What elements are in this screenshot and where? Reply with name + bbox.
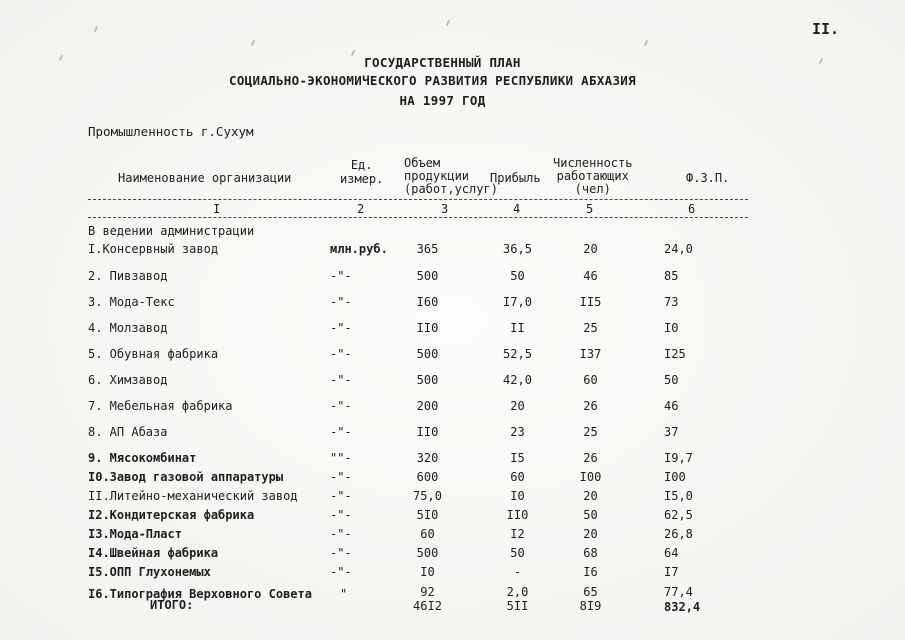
row-2-name: 2. Пивзавод [88,269,168,283]
row-5-name: 5. Обувная фабрика [88,347,219,361]
row-16-volume: 92 [420,585,435,599]
row-16-unit: " [340,587,348,601]
row-15-name: I5.ОПП Глухонемых [88,565,211,579]
header-profit: Прибыль [490,171,541,185]
row-5-staff: I37 [579,347,602,361]
row-1-fzp: 24,0 [664,242,693,256]
row-3-profit: I7,0 [503,295,532,309]
row-1-unit: млн.руб. [330,242,388,256]
column-number: 4 [513,202,521,216]
row-7-unit: -"- [330,399,352,413]
row-15-profit: - [513,565,522,579]
row-12-staff: 50 [583,508,598,522]
row-12-volume: 5I0 [416,508,439,522]
row-9-fzp: I9,7 [664,451,693,465]
row-3-name: 3. Мода-Текс [88,295,175,309]
row-14-volume: 500 [416,546,439,560]
row-2-unit: -"- [330,269,352,283]
row-6-unit: -"- [330,373,352,387]
row-6-volume: 500 [416,373,439,387]
title-line-2: СОЦИАЛЬНО-ЭКОНОМИЧЕСКОГО РАЗВИТИЯ РЕСПУБЛИКИ АБХАЗИЯ [229,73,636,88]
row-4-name: 4. Молзавод [88,321,168,335]
row-4-volume: II0 [416,321,439,335]
row-14-profit: 50 [510,546,525,560]
row-10-unit: -"- [330,470,352,484]
header-name: Наименование организации [118,171,292,185]
row-9-volume: 320 [416,451,439,465]
row-3-volume: I60 [416,295,439,309]
header-rule-top [88,199,748,200]
row-2-fzp: 85 [664,269,679,283]
section-heading: В ведении администрации [88,224,255,238]
header-staff [553,158,632,195]
row-13-unit: -"- [330,527,352,541]
row-10-fzp: I00 [664,470,686,484]
row-12-name: I2.Кондитерская фабрика [88,508,255,522]
header-volume-line2: продукции [404,169,470,183]
row-14-name: I4.Швейная фабрика [88,546,219,560]
total-fzp: 832,4 [664,600,701,614]
column-number: 6 [688,202,696,216]
row-2-volume: 500 [416,269,439,283]
row-11-name: II.Литейно-механический завод [88,489,298,503]
row-11-volume: 75,0 [413,489,442,503]
row-1-volume: 365 [416,242,439,256]
row-6-fzp: 50 [664,373,679,387]
header-unit-line2: измер. [340,172,384,186]
row-11-profit: I0 [510,489,525,503]
row-10-name: I0.Завод газовой аппаратуры [88,470,284,484]
row-10-profit: 60 [510,470,525,484]
header-staff-line1: Численность [553,156,633,170]
row-16-profit: 2,0 [506,585,529,599]
row-4-staff: 25 [583,321,598,335]
row-3-unit: -"- [330,295,352,309]
row-3-staff: II5 [579,295,602,309]
row-11-unit: -"- [330,489,352,503]
header-volume-line1: Объем [404,156,441,170]
row-6-name: 6. Химзавод [88,373,168,387]
row-3-fzp: 73 [664,295,679,309]
row-9-name: 9. Мясокомбинат [88,451,197,465]
row-14-fzp: 64 [664,546,679,560]
row-13-volume: 60 [420,527,435,541]
row-8-fzp: 37 [664,425,679,439]
row-2-profit: 50 [510,269,525,283]
column-number: I [213,202,221,216]
row-13-profit: I2 [510,527,525,541]
row-13-fzp: 26,8 [664,527,693,541]
row-2-staff: 46 [583,269,598,283]
row-8-unit: -"- [330,425,352,439]
row-12-fzp: 62,5 [664,508,693,522]
row-7-fzp: 46 [664,399,679,413]
row-8-profit: 23 [510,425,525,439]
total-volume: 46I2 [413,599,442,613]
row-4-profit: II [510,321,525,335]
page-number: II. [812,20,840,38]
row-9-profit: I5 [510,451,525,465]
row-1-profit: 36,5 [503,242,532,256]
scan-speck [446,20,450,26]
row-11-staff: 20 [583,489,598,503]
column-number: 5 [586,202,594,216]
row-7-staff: 26 [583,399,598,413]
row-6-staff: 60 [583,373,598,387]
title-line-3: НА 1997 ГОД [399,93,486,108]
row-10-staff: I00 [579,470,602,484]
header-staff-line3: (чел) [574,182,611,196]
total-label: ИТОГО: [150,598,194,612]
row-14-staff: 68 [583,546,598,560]
row-13-staff: 20 [583,527,598,541]
scan-speck [644,40,648,46]
row-1-staff: 20 [583,242,598,256]
row-15-volume: I0 [420,565,435,579]
row-11-fzp: I5,0 [664,489,693,503]
row-8-name: 8. АП Абаза [88,425,168,439]
row-12-unit: -"- [330,508,352,522]
row-16-staff: 65 [583,585,598,599]
row-9-staff: 26 [583,451,598,465]
scan-speck [94,26,98,32]
row-5-volume: 500 [416,347,439,361]
total-staff: 8I9 [579,599,602,613]
row-8-staff: 25 [583,425,598,439]
header-rule-bottom [88,217,748,218]
row-4-fzp: I0 [664,321,679,335]
row-7-volume: 200 [416,399,439,413]
header-unit-line1: Ед. [350,158,373,172]
column-number: 2 [357,202,365,216]
subtitle: Промышленность г.Сухум [88,124,254,139]
row-15-unit: -"- [330,565,352,579]
scan-speck [251,40,255,46]
column-number: 3 [441,202,449,216]
row-10-volume: 600 [416,470,439,484]
row-1-name: I.Консервный завод [88,242,219,256]
row-13-name: I3.Мода-Пласт [88,527,182,541]
row-8-volume: II0 [416,425,439,439]
header-unit [340,160,383,185]
row-5-unit: -"- [330,347,352,361]
row-12-profit: II0 [506,508,529,522]
header-volume-line3: (работ,услуг) [404,182,498,196]
row-15-fzp: I7 [664,565,679,579]
title-line-1: ГОСУДАРСТВЕННЫЙ ПЛАН [364,55,521,70]
row-16-name: I6.Типография Верховного Совета [88,587,312,601]
row-15-staff: I6 [583,565,598,579]
header-volume [404,158,498,195]
header-staff-line2: работающих [556,169,629,183]
header-fzp: Ф.З.П. [686,171,730,185]
row-16-fzp: 77,4 [664,585,693,599]
row-4-unit: -"- [330,321,352,335]
row-14-unit: -"- [330,546,352,560]
row-5-profit: 52,5 [503,347,532,361]
row-6-profit: 42,0 [503,373,532,387]
row-7-name: 7. Мебельная фабрика [88,399,233,413]
row-5-fzp: I25 [664,347,686,361]
total-profit: 5II [506,599,529,613]
row-7-profit: 20 [510,399,525,413]
row-9-unit: ""- [330,451,352,465]
